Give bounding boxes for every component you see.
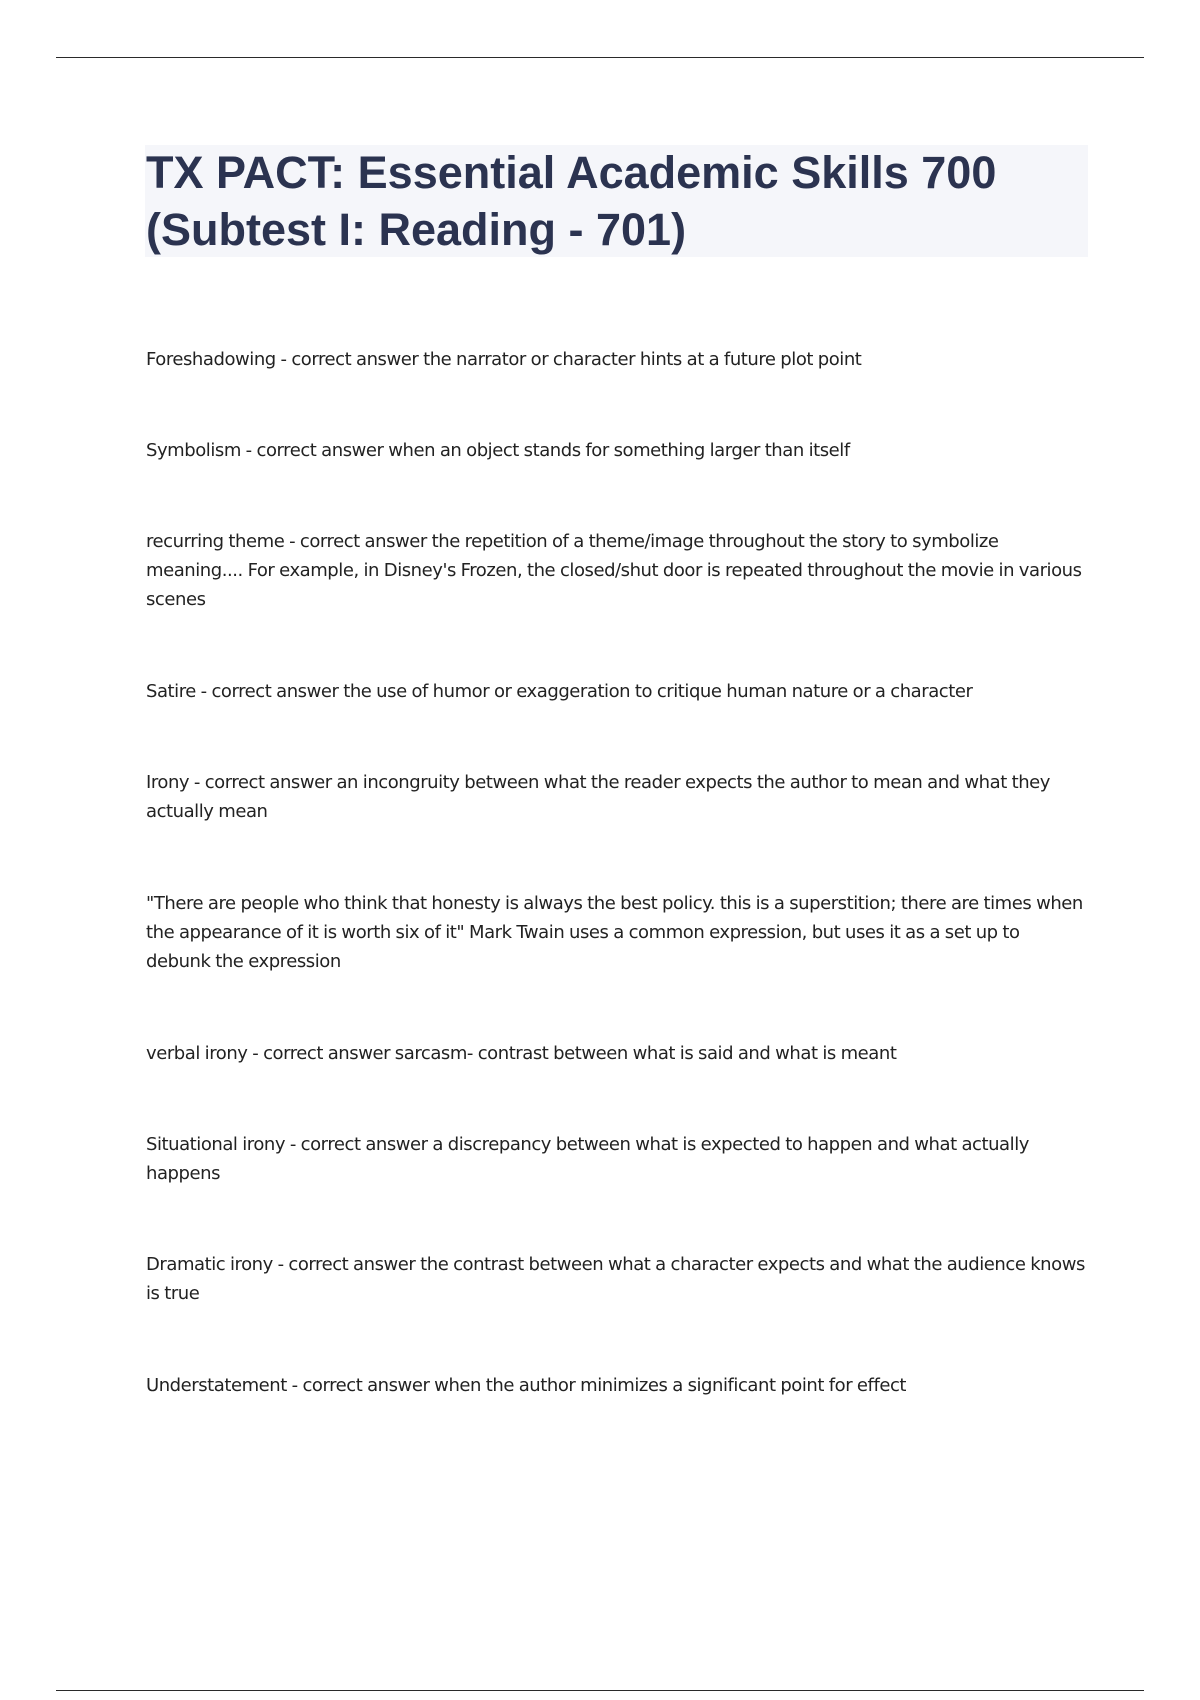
list-item: recurring theme - correct answer the repetition of a theme/image throughout the story to symbolize meaning.... For example, in Disney's Frozen, the closed/shut door is repeated throughout the movie in various scenes xyxy=(146,531,1082,610)
list-item: Irony - correct answer an incongruity between what the reader expects the author to mean and what they actually mean xyxy=(146,772,1050,822)
list-item: "There are people who think that honesty is always the best policy. this is a superstition; there are times when the appearance of it is worth six of it" Mark Twain uses a common expression, but uses it as a set up to debunk the expression xyxy=(146,893,1083,972)
list-item: Understatement - correct answer when the author minimizes a significant point for effect xyxy=(146,1375,907,1396)
list-item: Dramatic irony - correct answer the contrast between what a character expects and what the audience knows is true xyxy=(146,1254,1085,1304)
top-rule xyxy=(56,57,1144,58)
list-item: Foreshadowing - correct answer the narrator or character hints at a future plot point xyxy=(146,349,862,370)
document-title: TX PACT: Essential Academic Skills 700 (Subtest I: Reading - 701) xyxy=(146,147,997,255)
list-item: Symbolism - correct answer when an object stands for something larger than itself xyxy=(146,440,850,461)
bottom-rule xyxy=(56,1690,1144,1691)
list-item: Situational irony - correct answer a discrepancy between what is expected to happen and what actually happens xyxy=(146,1134,1029,1184)
list-item: verbal irony - correct answer sarcasm- contrast between what is said and what is meant xyxy=(146,1043,897,1064)
list-item: Satire - correct answer the use of humor or exaggeration to critique human nature or a character xyxy=(146,681,973,702)
